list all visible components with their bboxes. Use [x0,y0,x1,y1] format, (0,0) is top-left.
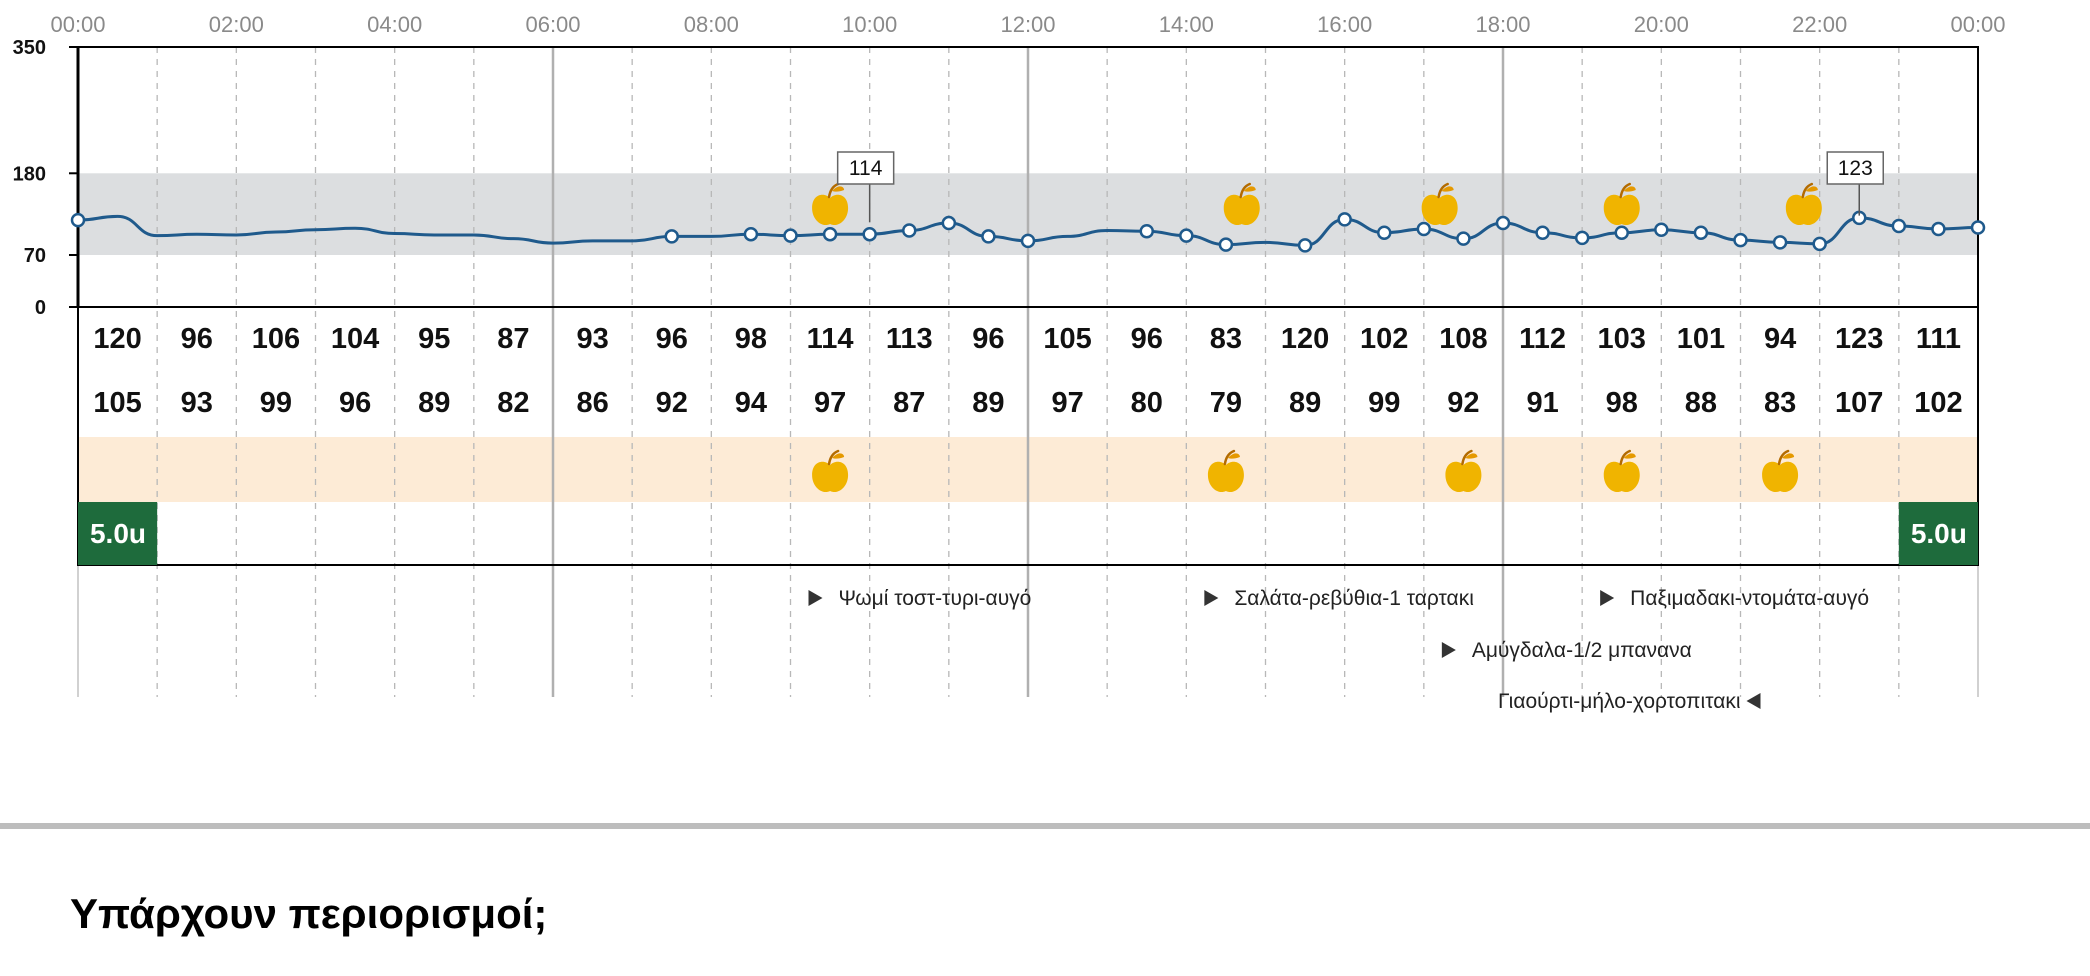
hourly-max-value: 102 [1360,323,1409,355]
hourly-max-value: 113 [885,323,933,355]
glucose-point [982,230,994,242]
glucose-point [903,224,915,236]
hourly-max-value: 120 [1280,323,1330,355]
hourly-max-value: 104 [330,323,380,355]
hourly-min-value: 92 [655,387,688,419]
hourly-min-value: 98 [1605,387,1638,419]
glucose-point [1972,222,1984,234]
hourly-max-value: 96 [972,323,1005,355]
y-tick-label: 0 [34,297,46,319]
glucose-point [785,230,797,242]
question-heading: Υπάρχουν περιορισμοί; [70,890,548,937]
glucose-point [745,228,757,240]
glucose-point [1774,236,1786,248]
glucose-point [1022,235,1034,247]
glucose-point [1418,223,1430,235]
hourly-min-value: 97 [1051,387,1084,419]
glucose-point [72,214,84,226]
meal-note-arrow [1600,590,1614,606]
hourly-min-value: 89 [972,387,1005,419]
hourly-max-value: 94 [1763,323,1797,355]
hourly-min-value: 92 [1447,387,1480,419]
glucose-point [1576,232,1588,244]
glucose-point [1457,233,1469,245]
hourly-max-value: 96 [655,323,688,355]
x-tick-label: 14:00 [1158,12,1214,37]
hourly-min-value: 99 [1368,387,1401,419]
hourly-max-value: 106 [251,323,301,355]
hourly-max-value: 108 [1439,323,1488,355]
glucose-point [1378,227,1390,239]
section-divider [0,823,2090,829]
meal-note-arrow [1442,642,1456,658]
hourly-max-value: 120 [93,323,142,355]
callout-value: 123 [1837,157,1873,180]
hourly-min-value: 97 [813,387,847,419]
hourly-max-value: 93 [576,323,609,355]
meal-note: Παξιμαδακι-ντομάτα-αυγό [1630,587,1870,610]
meal-note-arrow [809,590,823,606]
hourly-max-value: 112 [1519,323,1566,355]
hourly-min-value: 89 [1288,387,1322,419]
x-tick-label: 02:00 [208,12,264,37]
insulin-dose-label: 5.0u [1910,518,1967,549]
x-tick-label: 18:00 [1475,12,1531,37]
glucose-point [1141,225,1153,237]
hourly-min-value: 91 [1526,387,1559,419]
hourly-min-value: 87 [893,387,926,419]
hourly-min-value: 83 [1763,387,1797,419]
hourly-max-value: 105 [1043,323,1092,355]
hourly-min-value: 107 [1835,387,1884,419]
hourly-min-value: 82 [497,387,530,419]
hourly-min-value: 79 [1209,387,1243,419]
hourly-max-value: 101 [1676,323,1726,355]
x-tick-label: 06:00 [525,12,581,37]
glucose-point [1655,224,1667,236]
meal-note-arrow [1747,693,1761,709]
hourly-min-value: 105 [93,387,142,419]
x-tick-label: 20:00 [1633,12,1689,37]
hourly-min-value: 102 [1914,387,1963,419]
glucose-point [943,217,955,229]
hourly-max-value: 114 [806,323,854,355]
x-tick-label: 10:00 [842,12,898,37]
glucose-point [824,228,836,240]
insulin-dose-label: 5.0u [89,518,147,549]
hourly-max-value: 96 [180,323,213,355]
meal-note: Γιαούρτι-μήλο-χορτοπιτακι [1498,690,1741,713]
hourly-min-value: 93 [180,387,213,419]
glucose-point [1695,227,1707,239]
hourly-min-value: 94 [734,387,768,419]
hourly-max-value: 87 [497,323,530,355]
glucose-point [1932,223,1944,235]
y-tick-label: 350 [12,37,46,59]
hourly-min-value: 96 [338,387,372,419]
hourly-max-value: 83 [1209,323,1243,355]
x-tick-label: 22:00 [1792,12,1848,37]
glucose-point [864,228,876,240]
hourly-max-value: 123 [1835,323,1884,355]
y-tick-label: 70 [23,245,46,267]
x-tick-label: 00:00 [1950,12,2006,37]
x-tick-label: 16:00 [1317,12,1373,37]
hourly-max-value: 95 [418,323,451,355]
y-tick-label: 180 [12,163,46,186]
glucose-point [1537,227,1549,239]
glucose-point [1893,220,1905,232]
meal-note: Σαλάτα-ρεβύθια-1 ταρτακι [1234,587,1474,610]
x-tick-label: 00:00 [50,12,106,37]
x-tick-label: 08:00 [683,12,739,37]
hourly-min-value: 89 [418,387,451,419]
meal-note-arrow [1204,590,1218,606]
x-tick-label: 12:00 [1000,12,1056,37]
glucose-point [1735,234,1747,246]
meal-note: Αμύγδαλα-1/2 μπανανα [1471,639,1692,662]
hourly-min-value: 99 [259,387,293,419]
hourly-min-value: 80 [1130,387,1163,419]
glucose-point [1299,239,1311,251]
glucose-point [1814,238,1826,250]
hourly-max-value: 103 [1597,323,1646,355]
x-tick-label: 04:00 [367,12,423,37]
glucose-point [1616,227,1628,239]
glucose-point [1180,230,1192,242]
glucose-point [1220,239,1232,251]
hourly-min-value: 88 [1684,387,1718,419]
hourly-min-value: 86 [576,387,609,419]
hourly-max-value: 111 [1915,323,1962,355]
callout-value: 114 [848,157,883,180]
glucose-point [666,230,678,242]
hourly-max-value: 96 [1130,323,1163,355]
hourly-max-value: 98 [734,323,768,355]
meal-note: Ψωμί τοστ-τυρι-αυγό [838,587,1032,610]
glucose-point [1339,213,1351,225]
glucose-point [1497,217,1509,229]
